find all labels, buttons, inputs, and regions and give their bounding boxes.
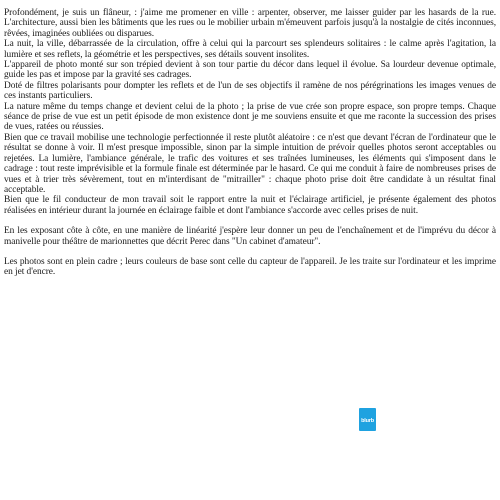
blurb-logo [359, 408, 376, 431]
paragraph-artificial-light: Bien que le fil conducteur de mon travail soit le rapport entre la nuit et l'éclairage artificiel, je présente également des photos réalisées en intérieur durant la journée en éclairage faible et dont l'ambiance s'accorde avec celles prises de nuit. [4, 195, 496, 216]
paragraph-spacer [4, 216, 496, 226]
paragraph-filters: Doté de filtres polarisants pour dompter les reflets et de l'un de ses objectifs il ramène de nos pérégrinations les images venues de ces instants particuliers. [4, 80, 496, 102]
paragraph-flaneur: Profondément, je suis un flâneur, : j'aime me promener en ville : arpenter, observer, me laisser guider par les hasards de la rue. L'architecture, aussi bien les bâtiments que les rues ou le mobilier urbain m'émeuvent parfois jusqu'à la nostalgie de cités inconnues, rêvées, imaginées oubliées ou disparues. [4, 8, 496, 39]
blurb-logo-text: blurb [361, 417, 374, 424]
document-body [4, 8, 496, 278]
paragraph-technology: Bien que ce travail mobilise une technologie perfectionnée il reste plutôt aléatoire : ce n'est que devant l'écran de l'ordinateur que le résultat se donne à voir. Il m'est presque impossible, sinon par la simple intuition de prévoir quelles photos seront acceptables ou rejetées. La lumière, l'ambiance générale, le trafic des voitures et ses traînées lumineuses, les éléments qui s'imposent dans le cadrage : tout reste imprévisible et la formule finale est déterminée par le hasard. Ce qui me conduit à faire de nombreuses prises de vues et à trier très sévèrement, tout en m'interdisant de "mitrailler" : chaque photo prise doit être candidate à un résultat final acceptable. [4, 132, 496, 195]
paragraph-full-frame: Les photos sont en plein cadre ; leurs couleurs de base sont celle du capteur de l'appareil. Je les traite sur l'ordinateur et les imprime en jet d'encre. [4, 256, 496, 278]
paragraph-exhibition: En les exposant côte à côte, en une manière de linéarité j'espère leur donner un peu de l'enchaînement et de l'imprévu du décor à manivelle pour théâtre de marionnettes que décrit Perec dans "Un cabinet d'amateur". [4, 226, 496, 247]
paragraph-night-city: La nuit, la ville, débarrassée de la circulation, offre à celui qui la parcourt ses splendeurs solitaires : le calme après l'agitation, la lumière et ses reflets, la géométrie et les perspectives, ses détails souvent insolites. [4, 39, 496, 60]
paragraph-spacer [4, 247, 496, 257]
paragraph-camera-tripod: L'appareil de photo monté sur son trépied devient à son tour partie du décor dans lequel il évolue. Sa lourdeur devenue optimale, guide les pas et impose par la gravité ses cadrages. [4, 60, 496, 81]
paragraph-time: La nature même du temps change et devient celui de la photo ; la prise de vue crée son propre espace, son propre temps. Chaque séance de prise de vue est un petit épisode de mon existence dont je me souviens ensuite et que me raconte la succession des prises de vues, ratées ou réussies. [4, 101, 496, 133]
